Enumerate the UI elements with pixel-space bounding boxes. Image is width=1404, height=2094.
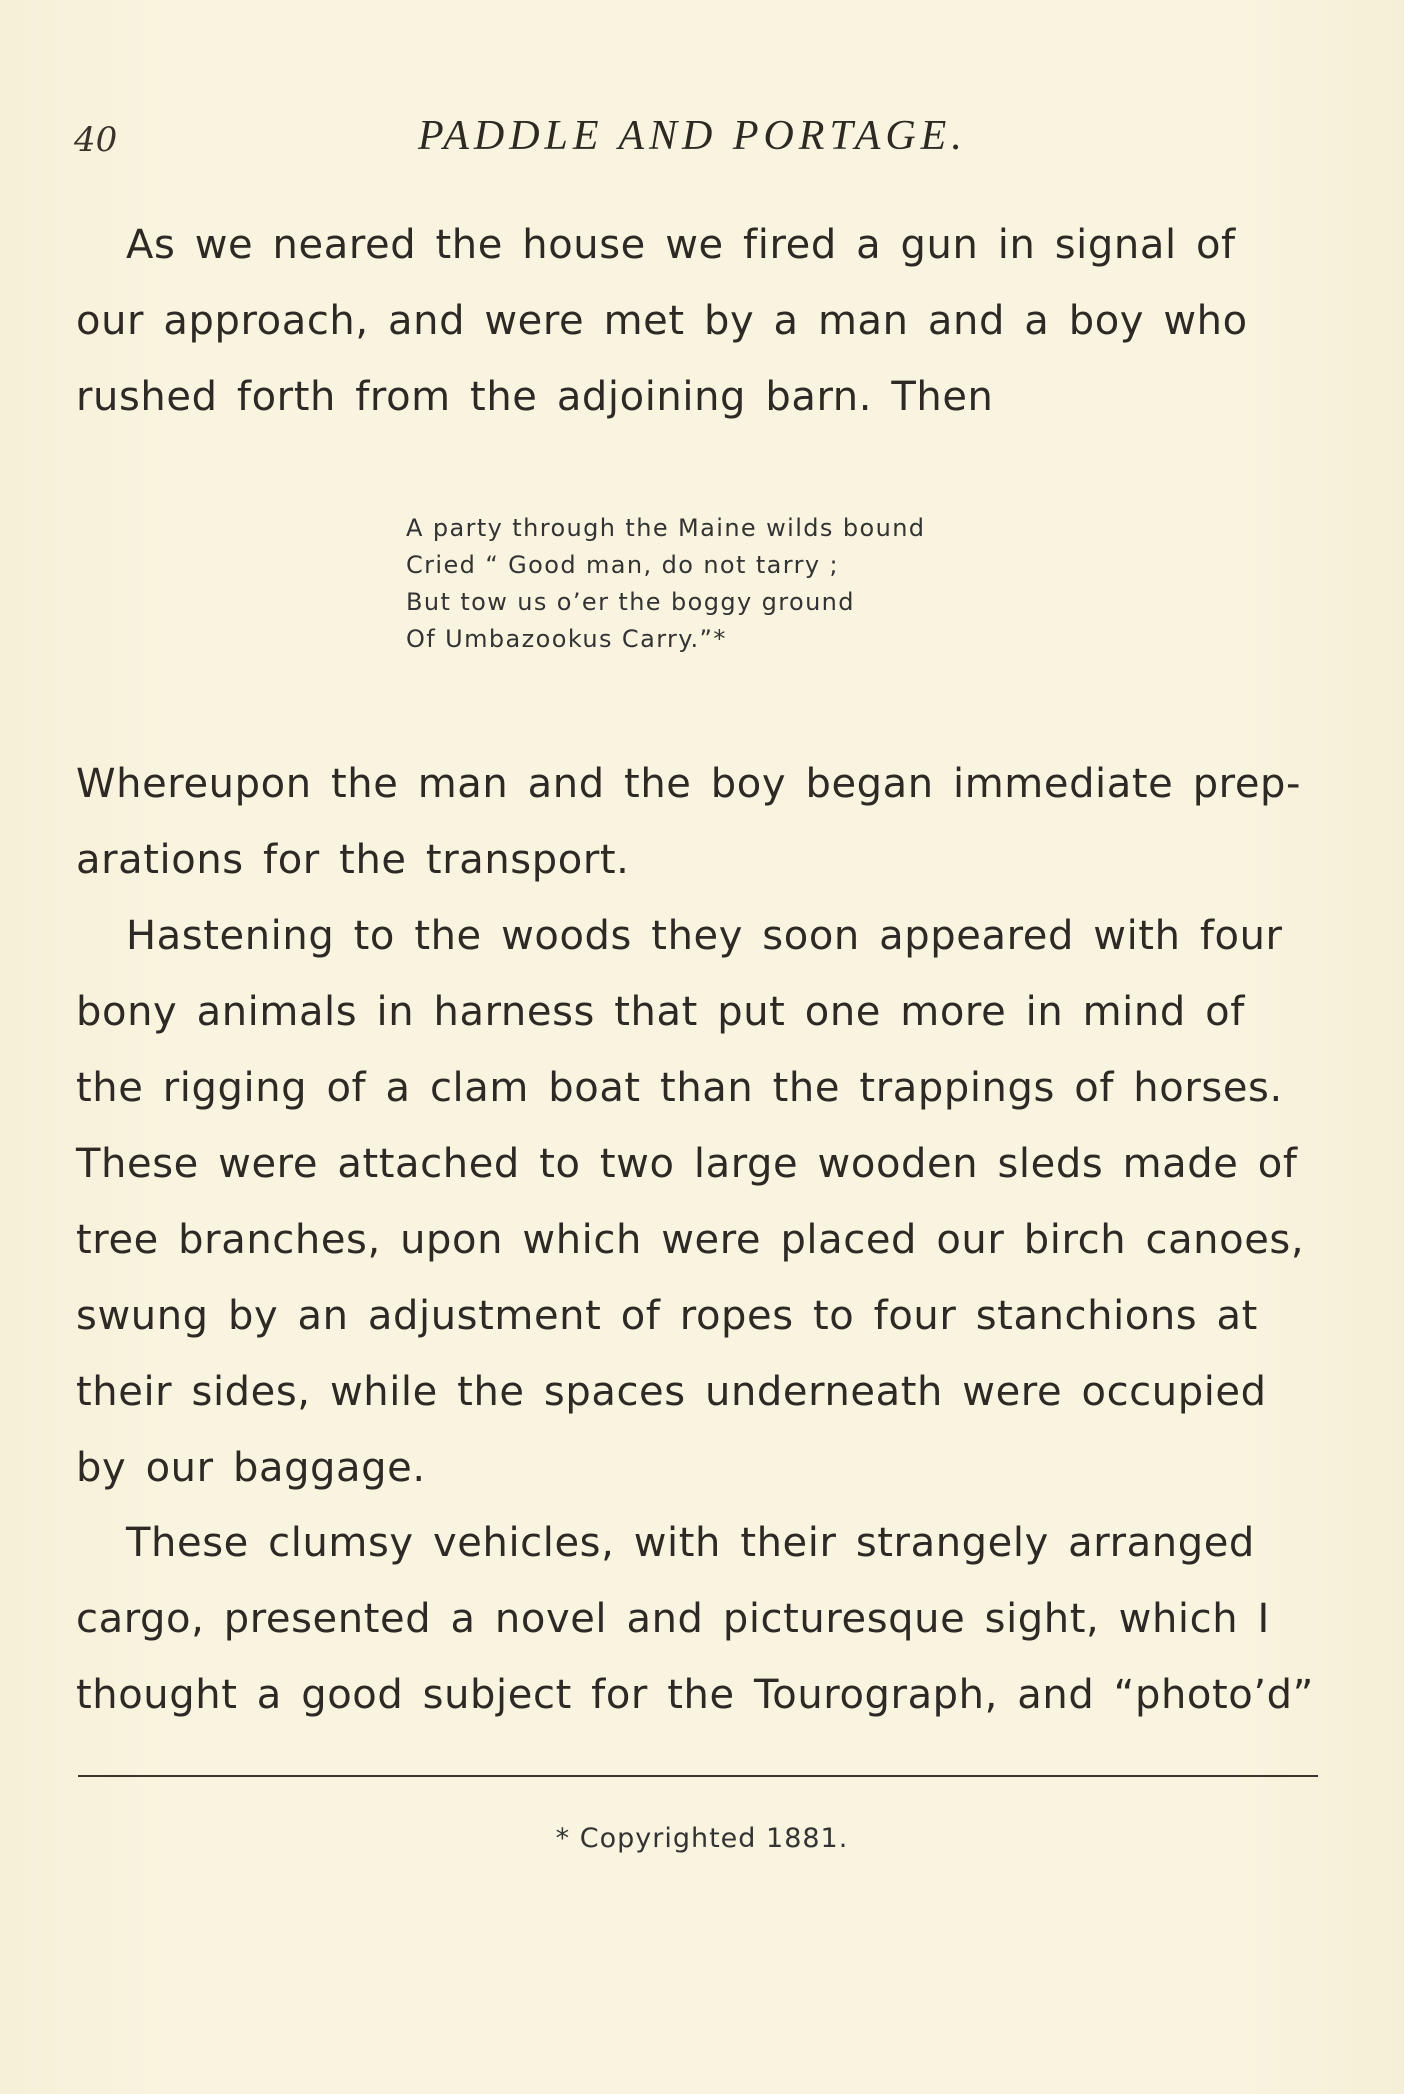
page-header [0, 112, 1404, 172]
paragraph-arrival [76, 207, 1318, 435]
verse-line: But tow us o’er the boggy ground [406, 588, 855, 616]
running-title: PADDLE AND PORTAGE. [418, 113, 967, 159]
verse-quotation [406, 510, 925, 658]
footnote: * Copyrighted 1881. [555, 1823, 849, 1854]
paragraph-preparations [76, 746, 1318, 898]
text-line: our approach, and were met by a man and a boy who [76, 298, 1248, 344]
text-line: These were attached to two large wooden sleds made of [76, 1141, 1298, 1187]
text-line: swung by an adjustment of ropes to four stanchions at [76, 1293, 1258, 1339]
paragraph-sleds [76, 898, 1318, 1506]
text-line: by our baggage. [76, 1445, 426, 1491]
page-number: 40 [74, 120, 118, 160]
text-line: the rigging of a clam boat than the trappings of horses. [76, 1065, 1283, 1111]
text-line: their sides, while the spaces underneath were occupied [76, 1369, 1267, 1415]
text-line: Hastening to the woods they soon appeared with four [126, 913, 1283, 959]
verse-line: Cried “ Good man, do not tarry ; [406, 551, 839, 579]
text-line: rushed forth from the adjoining barn. Then [76, 374, 994, 420]
footnote-divider [78, 1775, 1318, 1777]
paragraph-vehicles [76, 1505, 1318, 1733]
text-line: tree branches, upon which were placed our birch canoes, [76, 1217, 1305, 1263]
text-line: These clumsy vehicles, with their strangely arranged [126, 1520, 1255, 1566]
text-line: bony animals in harness that put one more in mind of [76, 989, 1245, 1035]
text-line: cargo, presented a novel and picturesque sight, which I [76, 1596, 1270, 1642]
text-line: Whereupon the man and the boy began immediate prep- [76, 761, 1302, 807]
verse-line: A party through the Maine wilds bound [406, 514, 926, 542]
text-line: arations for the transport. [76, 837, 630, 883]
text-line: thought a good subject for the Tourograph, and “photo’d” [76, 1672, 1314, 1718]
text-line: As we neared the house we fired a gun in signal of [126, 222, 1236, 268]
verse-line: Of Umbazookus Carry.”* [406, 625, 727, 653]
